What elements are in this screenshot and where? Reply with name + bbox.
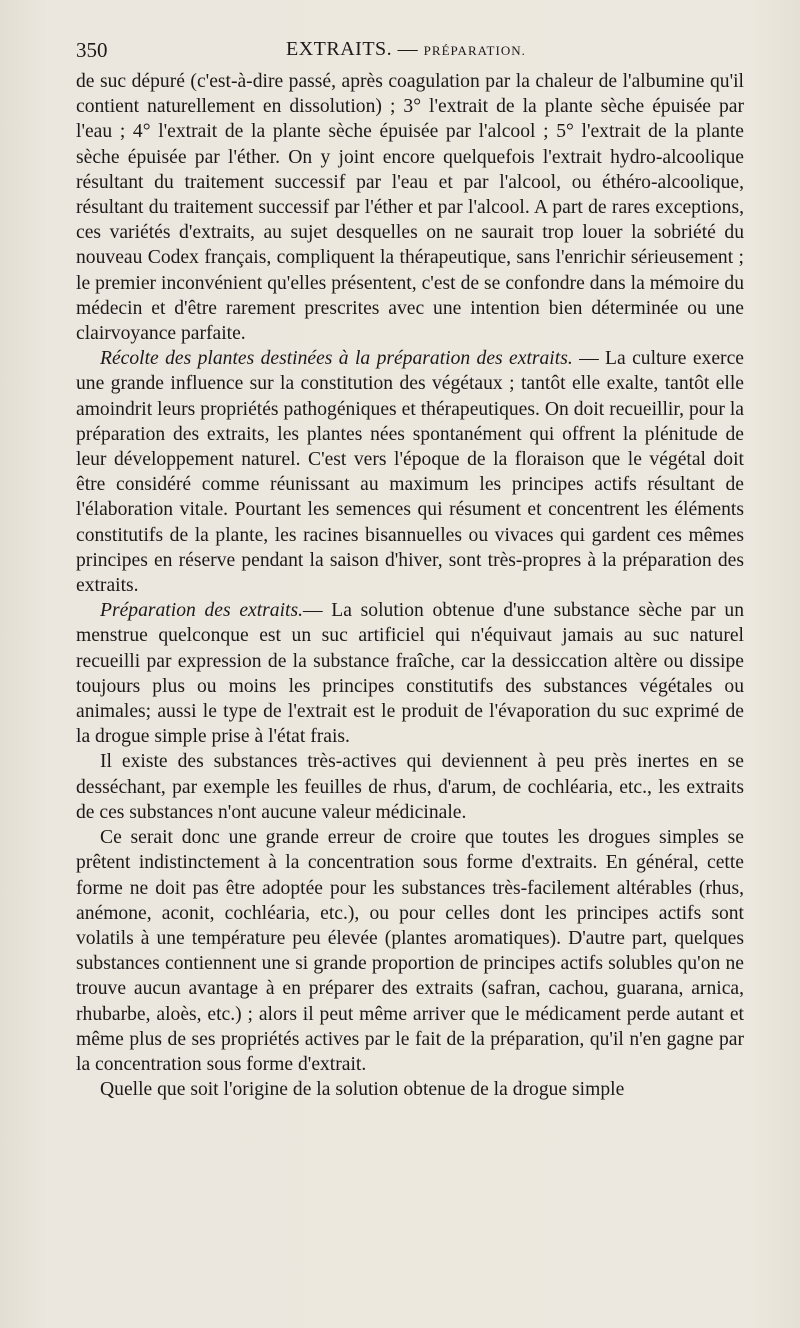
paragraph-6 <box>76 1077 744 1102</box>
paragraph-preparation <box>76 598 744 749</box>
running-title <box>286 38 526 61</box>
paragraph-text: Quelle que soit l'origine de la solution obtenue de la drogue simple <box>100 1079 625 1101</box>
running-title-separator: — <box>397 38 419 60</box>
paragraph-text: Ce serait donc une grande erreur de croire que toutes les drogues simples se prêtent indistinctement à la concentration sous forme d'extraits. En général, cette forme ne doit pas être adoptée pour les substances très-facilement altérables (rhus, anémone, aconit, cochléaria, etc.), ou pour celles dont les principes actifs sont volatils à une température peu élevée (plantes aromatiques). D'autre part, quelques substances contiennent une si grande proportion de principes actifs solubles qu'on ne trouve aucun avantage à en préparer des extraits (safran, cachou, guarana, arnica, rhubarbe, aloès, etc.) ; alors il peut même arriver que le médicament perde autant et même plus de ses propriétés actives par le fait de la préparation, qu'il n'en gagne par la concentration sous forme d'extrait. <box>76 827 744 1075</box>
paragraph-text: de suc dépuré (c'est-à-dire passé, après coagulation par la chaleur de l'albumine qu'il contient naturellement en dissolution) ; 3° l'extrait de la plante sèche épuisée par l'eau ; 4° l'extrait de la plante sèche épuisée par l'alcool ; 5° l'extrait de la plante sèche épuisée par l'éther. On y joint encore quelquefois l'extrait hydro-alcoolique résultant du traitement successif par l'eau et par l'alcool, ou éthéro-alcoolique, résultant du traitement successif par l'éther et par l'alcool. A part de rares exceptions, ces variétés d'extraits, au sujet desquelles on ne saurait trop louer la sobriété du nouveau Codex français, compliquent la thérapeutique, sans l'enrichir sérieusement ; le premier inconvénient qu'elles présentent, c'est de se confondre dans la mémoire du médecin et d'être rarement prescrites avec une intention bien déterminée ou une clairvoyance parfaite. <box>76 71 744 345</box>
running-title-sub: PRÉPARATION. <box>423 43 526 58</box>
page-number: 350 <box>76 38 108 62</box>
body-text <box>76 69 744 1102</box>
running-title-main: EXTRAITS. <box>286 38 393 60</box>
paragraph-recolte <box>76 346 744 598</box>
paragraph-text: — La culture exerce une grande influence sur la constitution des végétaux ; tantôt elle exalte, tantôt elle amoindrit leurs propriétés pathogéniques et thérapeutiques. On doit recueillir, pour la préparation des extraits, les plantes nées spontanément qui offrent la plénitude de leur développement naturel. C'est vers l'époque de la floraison que le végétal doit être considéré comme réunissant au maximum les principes actifs résultant de l'élaboration vitale. Pourtant les semences qui résument et concentrent les éléments constitutifs de la plante, les racines bisannuelles ou vivaces qui gardent ces mêmes principes en réserve pendant la saison d'hiver, sont très-propres à la préparation des extraits. <box>76 348 744 597</box>
paragraph-lead: Récolte des plantes destinées à la préparation des extraits. <box>100 348 573 370</box>
running-head <box>76 38 746 68</box>
paragraph-text: Il existe des substances très-actives qui deviennent à peu près inertes en se desséchant, par exemple les feuilles de rhus, d'arum, de cochléaria, etc., les extraits de ces substances n'ont aucune valeur médicinale. <box>76 751 744 823</box>
paragraph-text: — La solution obtenue d'une substance sèche par un menstrue quelconque est un suc artificiel qui n'équivaut jamais au suc naturel recueilli par expression de la substance fraîche, car la dessiccation altère ou dissipe toujours plus ou moins les principes constitutifs des substances végétales ou animales; aussi le type de l'extrait est le produit de l'évaporation du suc exprimé de la drogue simple prise à l'état frais. <box>76 600 745 748</box>
paragraph-5 <box>76 825 744 1077</box>
paragraph-4 <box>76 749 744 825</box>
paragraph-1 <box>76 69 744 346</box>
paragraph-lead: Préparation des extraits. <box>100 600 303 622</box>
